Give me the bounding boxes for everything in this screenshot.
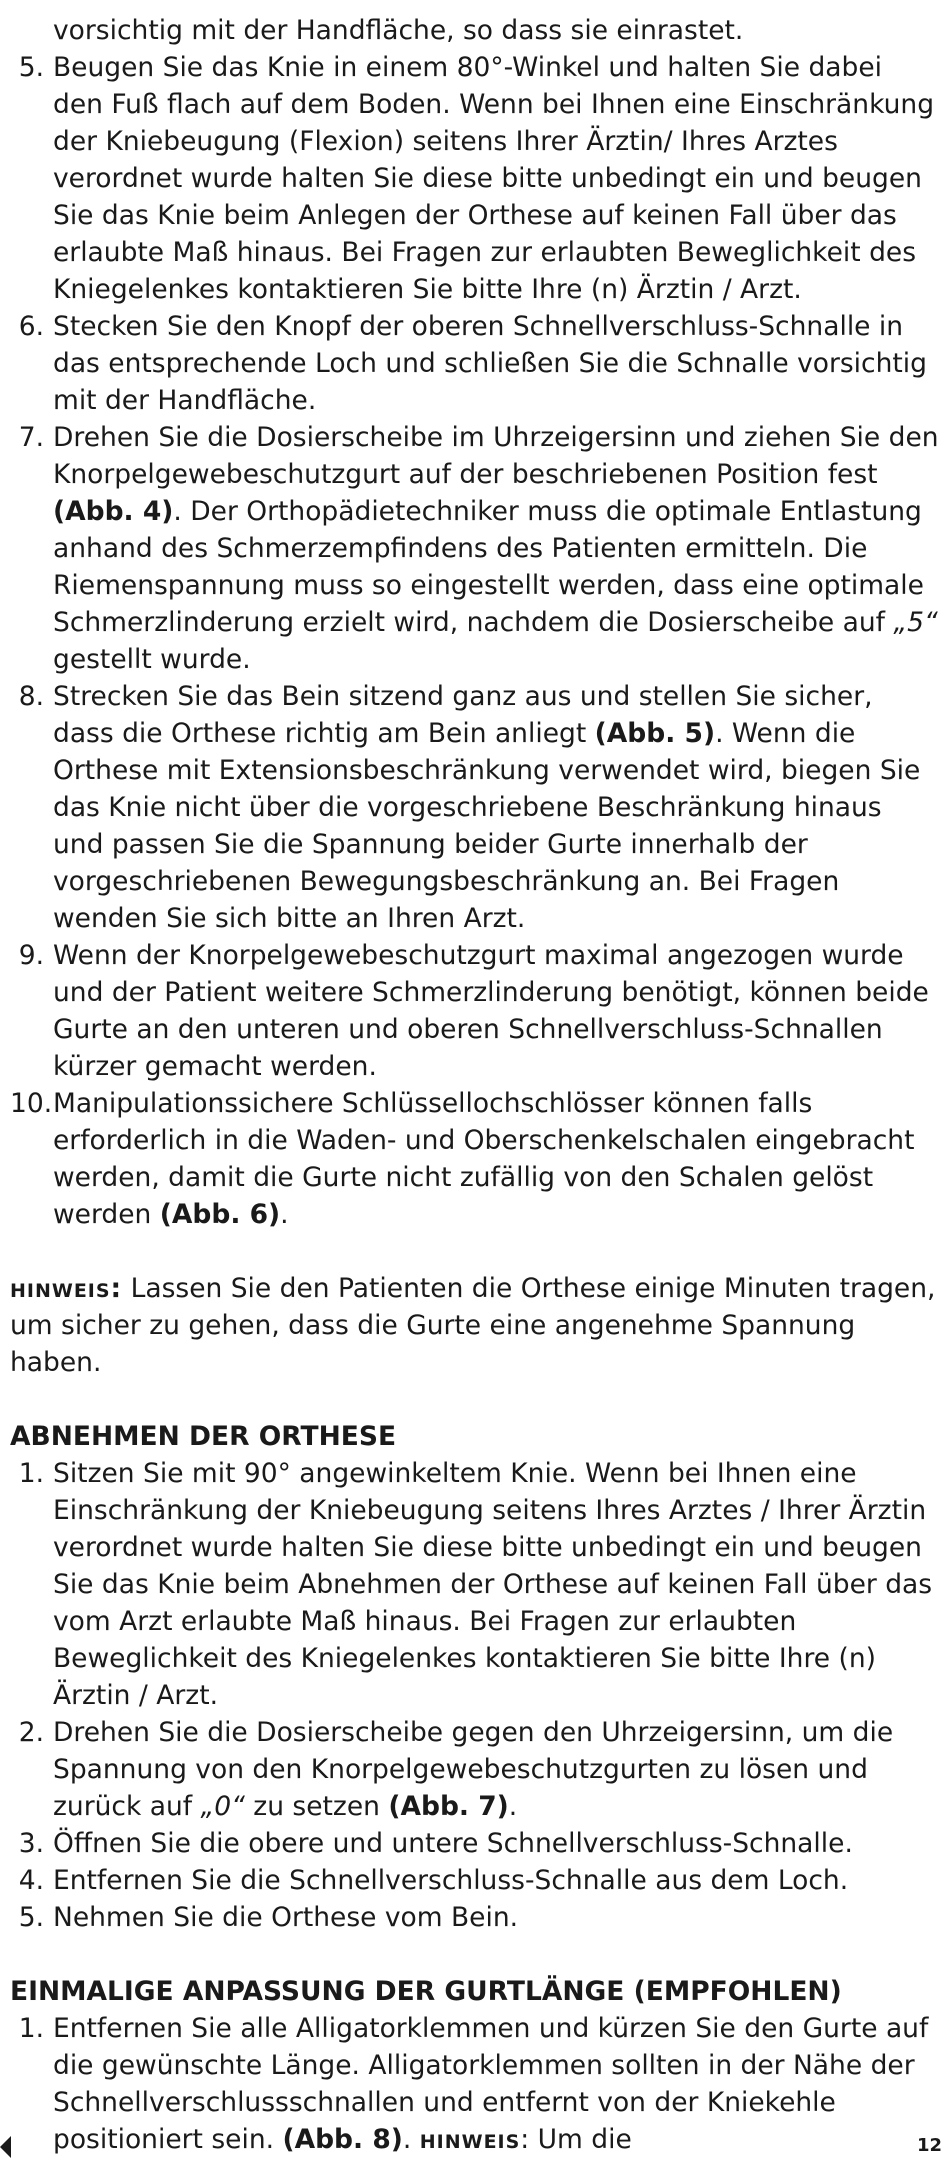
step-text: Beugen Sie das Knie in einem 80°-Winkel und halten Sie dabei den Fuß flach auf dem Boden. Wenn bei Ihnen eine Einschränkung der Kniebeugung (Flexion) seitens Ihrer Ärztin/ Ihres Arztes verordnet wurde halten Sie diese bitte unbedingt ein und beugen Sie das Knie beim Anlegen der Orthese auf keinen Fall über das erlaubte Maß hinaus. Bei Fragen zur erlaubten Beweglichkeit des Kniegelenkes kontaktieren Sie bitte Ihre (n) Ärztin / Arzt. <box>53 52 935 305</box>
step-text: Manipulationssichere Schlüssellochschlösser können falls erforderlich in die Waden- und Oberschenkelschalen eingebracht werden, damit die Gurte nicht zufällig von den Schalen gelöst werden <box>53 1088 915 1230</box>
intro-line: vorsichtig mit der Handfläche, so dass sie einrastet. <box>53 15 744 46</box>
steps-remove-list <box>10 1455 940 1936</box>
step-text: Wenn der Knorpelgewebeschutzgurt maximal angezogen wurde und der Patient weitere Schmerzlinderung benötigt, können beide Gurte an den unteren und oberen Schnellverschluss-Schnallen kürzer gemacht werden. <box>53 940 929 1082</box>
figure-reference: (Abb. 8) <box>282 2124 403 2155</box>
step-text: Strecken Sie das Bein sitzend ganz aus und stellen Sie sicher, dass die Orthese richtig am Bein anliegt <box>53 681 873 749</box>
page-number: 12 <box>916 2135 942 2156</box>
step-text: . <box>402 2124 420 2155</box>
figure-reference: (Abb. 7) <box>388 1791 509 1822</box>
step-text: gestellt wurde. <box>53 644 251 675</box>
step-text: Öffnen Sie die obere und untere Schnellverschluss-Schnalle. <box>53 1828 853 1859</box>
step-text: Sitzen Sie mit 90° angewinkeltem Knie. Wenn bei Ihnen eine Einschränkung der Kniebeugung seitens Ihres Arztes / Ihrer Ärztin verordnet wurde halten Sie diese bitte unbedingt ein und beugen Sie das Knie beim Abnehmen der Orthese auf keinen Fall über das vom Arzt erlaubte Maß hinaus. Bei Fragen zur erlaubten Beweglichkeit des Kniegelenkes kontaktieren Sie bitte Ihre (n) Ärztin / Arzt. <box>53 1458 933 1711</box>
step-text: zu setzen <box>244 1791 389 1822</box>
step-text: Entfernen Sie alle Alligatorklemmen und kürzen Sie den Gurte auf die gewünschte Länge. Alligatorklemmen sollten in der Nähe der Schnellverschlussschnallen und entfernt von der Kniekehle positioniert sein. <box>53 2013 929 2155</box>
list-item <box>10 1714 940 1825</box>
figure-reference: (Abb. 6) <box>159 1199 281 1230</box>
list-item <box>10 1085 940 1233</box>
list-item <box>10 2010 940 2158</box>
dial-value: „0“ <box>200 1791 245 1822</box>
step-text: Drehen Sie die Dosierscheibe gegen den Uhrzeigersinn, um die Spannung von den Knorpelgewebeschutzgurten zu lösen und zurück auf <box>53 1717 894 1822</box>
step-text: . <box>508 1791 518 1822</box>
dial-value: „5“ <box>893 607 938 638</box>
step-text: Nehmen Sie die Orthese vom Bein. <box>53 1902 519 1933</box>
list-item <box>10 678 940 937</box>
list-item <box>10 1862 940 1899</box>
step-text: : Um die <box>520 2124 632 2155</box>
list-item <box>10 1455 940 1714</box>
list-item <box>10 937 940 1085</box>
step-text: Stecken Sie den Knopf der oberen Schnellverschluss-Schnalle in das entsprechende Loch und schließen Sie die Schnalle vorsichtig mit der Handfläche. <box>53 311 927 416</box>
steps-apply-list <box>10 49 940 1233</box>
note-label: hinweis: <box>10 1273 123 1304</box>
step-number: 7. <box>18 422 44 453</box>
list-item <box>10 308 940 419</box>
step-number: 3. <box>18 1828 44 1859</box>
list-item <box>10 1899 940 1936</box>
figure-reference: (Abb. 4) <box>53 496 174 527</box>
step-number: 5. <box>18 52 44 83</box>
step-number: 6. <box>18 311 44 342</box>
section-heading-fit: EINMALIGE ANPASSUNG DER GURTLÄNGE (EMPFOHLEN) <box>10 1976 842 2007</box>
step-text: . <box>280 1199 289 1230</box>
step-number: 4. <box>18 1865 44 1896</box>
step-number: 10. <box>10 1088 53 1119</box>
step-text: . Wenn die Orthese mit Extensionsbeschränkung verwendet wird, biegen Sie das Knie nicht über die vorgeschriebene Beschränkung hinaus und passen Sie die Spannung beider Gurte innerhalb der vorgeschriebenen Bewegungsbeschränkung an. Bei Fragen wenden Sie sich bitte an Ihren Arzt. <box>53 718 921 934</box>
section-heading-remove: ABNEHMEN DER ORTHESE <box>10 1421 397 1452</box>
note-paragraph <box>10 1270 940 1381</box>
step-number: 2. <box>18 1717 44 1748</box>
step-text: Entfernen Sie die Schnellverschluss-Schnalle aus dem Loch. <box>53 1865 849 1896</box>
document-page <box>10 12 940 2158</box>
triangle-left-icon[interactable] <box>0 2136 11 2158</box>
step-number: 1. <box>18 2013 44 2044</box>
step-number: 1. <box>18 1458 44 1489</box>
note-text: Lassen Sie den Patienten die Orthese einige Minuten tragen, um sicher zu gehen, dass die Gurte eine angenehme Spannung haben. <box>10 1273 936 1378</box>
step-text: Drehen Sie die Dosierscheibe im Uhrzeigersinn und ziehen Sie den Knorpelgewebeschutzgurt auf der beschriebenen Position fest <box>53 422 939 490</box>
step-number: 5. <box>18 1902 44 1933</box>
step-number: 8. <box>18 681 44 712</box>
note-label: hinweis <box>419 2124 521 2155</box>
step-text: . Der Orthopädietechniker muss die optimale Entlastung anhand des Schmerzempfindens des Patienten ermitteln. Die Riemenspannung muss so eingestellt werden, dass eine optimale Schmerzlinderung erzielt wird, nachdem die Dosierscheibe auf <box>53 496 924 638</box>
step-number: 9. <box>18 940 44 971</box>
figure-reference: (Abb. 5) <box>594 718 716 749</box>
list-item <box>10 1825 940 1862</box>
steps-fit-list <box>10 2010 940 2158</box>
list-item <box>10 419 940 678</box>
list-item <box>10 49 940 308</box>
